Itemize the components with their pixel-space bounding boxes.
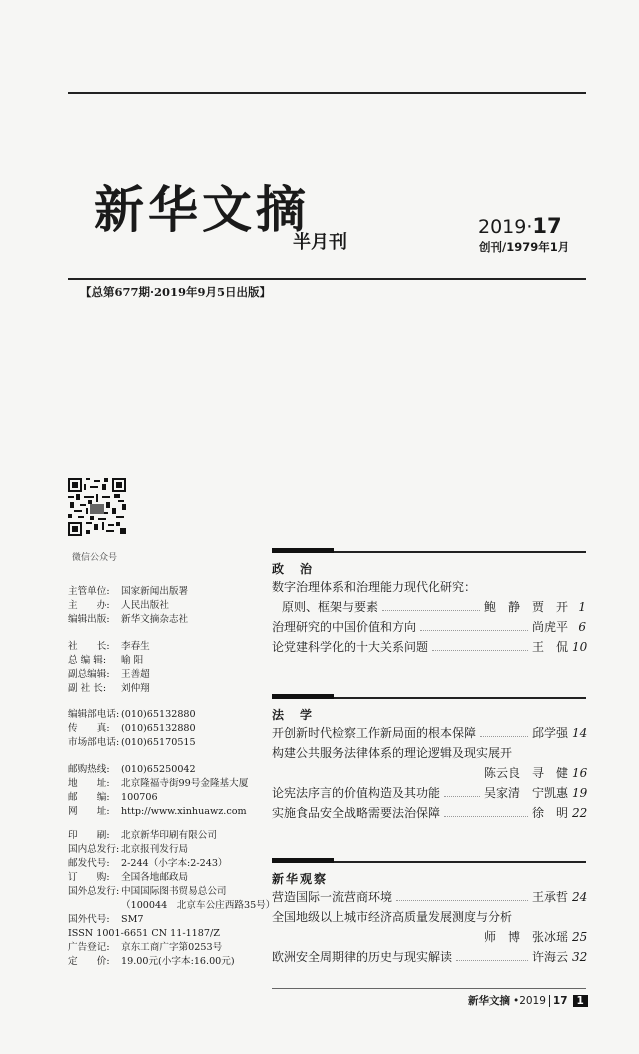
info-value: 100706	[121, 792, 158, 803]
issue-num: 17	[532, 214, 562, 238]
leader-dots	[396, 900, 528, 901]
article-title: 原则、框架与要素	[282, 600, 379, 614]
info-label: 印 刷:	[68, 830, 110, 841]
article-page: 19	[572, 786, 588, 800]
leader-dots	[456, 960, 528, 961]
article-page: 1	[578, 600, 586, 614]
info-label: 广告登记:	[68, 942, 110, 953]
info-label: 地 址:	[68, 778, 110, 789]
info-row	[68, 885, 258, 899]
article-author: 吴家清 宁凯惠	[483, 786, 568, 800]
toc-entry[interactable]	[272, 763, 586, 783]
info-value: 全国各地邮政局	[121, 872, 189, 883]
info-value: 2-244（小字本:2-243）	[121, 858, 228, 869]
info-group	[68, 640, 258, 696]
info-label: 国外总发行:	[68, 886, 120, 897]
article-title: 构建公共服务法律体系的理论逻辑及现实展开	[272, 746, 513, 760]
info-row	[68, 654, 258, 668]
issue-line: 【总第677期·2019年9月5日出版】	[80, 285, 272, 299]
info-value: ISSN 1001-6651 CN 11-1187/Z	[68, 928, 220, 939]
leader-dots	[480, 736, 528, 737]
info-row	[68, 829, 258, 843]
info-label: 国外代号:	[68, 914, 110, 925]
toc-entry[interactable]	[272, 783, 586, 803]
article-page: 25	[572, 930, 588, 944]
info-row	[68, 763, 258, 777]
article-page: 24	[572, 890, 588, 904]
info-row	[68, 736, 258, 750]
info-row	[68, 791, 258, 805]
info-value: 新华文摘杂志社	[121, 614, 189, 625]
article-page: 16	[572, 766, 588, 780]
section-title: 政 治	[272, 562, 315, 576]
toc-section	[272, 697, 586, 823]
footer-issue: 17	[549, 995, 571, 1007]
article-author: 王 侃	[531, 640, 568, 654]
magazine-title: 新华文摘	[94, 181, 310, 239]
info-value: 京东工商广字第0253号	[121, 942, 223, 953]
magazine-frequency: 半月刊	[293, 232, 347, 253]
leader-dots	[444, 796, 480, 797]
info-label: 编辑部电话:	[68, 709, 120, 720]
info-value: 中国国际图书贸易总公司	[121, 886, 227, 897]
info-value[interactable]: http://www.xinhuawz.com	[121, 806, 247, 817]
info-group	[68, 585, 258, 627]
article-page: 14	[572, 726, 588, 740]
toc-section	[272, 861, 586, 967]
toc-section	[272, 551, 586, 657]
info-label: 市场部电话:	[68, 737, 120, 748]
article-page: 32	[572, 950, 588, 964]
article-author: 鲍 静 贾 开	[483, 600, 568, 614]
info-value: 人民出版社	[121, 600, 169, 611]
info-value: 李春生	[121, 641, 150, 652]
info-label: 副总编辑:	[68, 669, 110, 680]
info-value: (010)65250042	[121, 764, 196, 775]
article-author: 王承哲	[531, 890, 568, 904]
article-author: 师 博 张冰瑶	[483, 930, 568, 944]
info-row	[68, 777, 258, 791]
leader-dots	[420, 630, 528, 631]
info-label: 主管单位:	[68, 586, 110, 597]
info-value: 刘仲翔	[121, 683, 150, 694]
issue-dot: ·	[526, 216, 533, 238]
info-label: 主 办:	[68, 600, 110, 611]
info-value: 19.00元(小字本:16.00元)	[121, 956, 235, 967]
info-row	[68, 585, 258, 599]
leader-dots	[432, 650, 528, 651]
article-author: 许海云	[531, 950, 568, 964]
toc-entry[interactable]	[272, 927, 586, 947]
toc-entry[interactable]	[272, 637, 586, 657]
article-title: 论宪法序言的价值构造及其功能	[272, 786, 441, 800]
info-label: 邮购热线:	[68, 764, 110, 775]
info-row	[68, 899, 276, 913]
section-title: 法 学	[272, 708, 315, 722]
toc-entry[interactable]	[272, 577, 586, 597]
info-value: (010)65170515	[121, 737, 196, 748]
qr-caption: 微信公众号	[72, 553, 118, 563]
toc-entry[interactable]	[272, 597, 586, 617]
article-page: 10	[572, 640, 588, 654]
article-title: 论党建科学化的十大关系问题	[272, 640, 429, 654]
info-group	[68, 708, 258, 750]
info-row	[68, 843, 258, 857]
issue-number	[478, 214, 562, 239]
info-row	[68, 871, 258, 885]
toc-entry[interactable]	[272, 947, 586, 967]
leader-dots	[382, 610, 480, 611]
info-row	[68, 599, 258, 613]
article-author: 邱学强	[531, 726, 568, 740]
toc-entry[interactable]	[272, 907, 586, 927]
info-label: 编辑出版:	[68, 614, 110, 625]
info-row	[68, 857, 258, 871]
toc-entry[interactable]	[272, 743, 586, 763]
page-footer	[468, 993, 588, 1008]
footer-magazine-name: 新华文摘	[468, 995, 510, 1007]
info-value: （100044 北京车公庄西路35号）	[121, 900, 276, 911]
section-title: 新华观察	[272, 872, 329, 886]
article-title: 数字治理体系和治理能力现代化研究：	[272, 580, 477, 594]
article-title: 营造国际一流营商环境	[272, 890, 393, 904]
info-label: 社 长:	[68, 641, 110, 652]
founded-date: 创刊/1979年1月	[479, 240, 570, 254]
info-label: 传 真:	[68, 723, 110, 734]
info-row	[68, 708, 258, 722]
article-author: 尚虎平	[531, 620, 568, 634]
section-rule	[272, 697, 586, 699]
article-page: 6	[578, 620, 586, 634]
leader-dots	[444, 816, 528, 817]
info-row	[68, 722, 258, 736]
info-label: 订 购:	[68, 872, 110, 883]
section-rule	[272, 861, 586, 863]
info-value: 喻 阳	[121, 655, 144, 666]
info-row	[68, 941, 258, 955]
section-rule	[272, 551, 586, 553]
info-group	[68, 829, 276, 969]
info-label: 邮发代号:	[68, 858, 110, 869]
info-value: 北京隆福寺街99号金隆基大厦	[121, 778, 249, 789]
article-title: 全国地级以上城市经济高质量发展测度与分析	[272, 910, 513, 924]
article-page: 22	[572, 806, 588, 820]
info-row	[68, 913, 258, 927]
footer-page-number: 1	[573, 995, 588, 1007]
info-value: 北京新华印刷有限公司	[121, 830, 217, 841]
info-value: (010)65132880	[121, 723, 196, 734]
info-value: 国家新闻出版署	[121, 586, 189, 597]
info-row	[68, 613, 258, 627]
info-label: 副 社 长:	[68, 683, 107, 694]
info-row	[68, 805, 258, 819]
info-row	[68, 927, 258, 941]
footer-year: •2019	[513, 994, 546, 1007]
info-label: 总 编 辑:	[68, 655, 107, 666]
toc-entry[interactable]	[272, 887, 586, 907]
info-value: (010)65132880	[121, 709, 196, 720]
info-label: 网 址:	[68, 806, 110, 817]
article-title: 治理研究的中国价值和方向	[272, 620, 417, 634]
info-label: 国内总发行:	[68, 844, 120, 855]
info-value: 北京报刊发行局	[121, 844, 189, 855]
info-group	[68, 763, 258, 819]
article-title: 实施食品安全战略需要法治保障	[272, 806, 441, 820]
article-title: 开创新时代检察工作新局面的根本保障	[272, 726, 477, 740]
info-value: 王善超	[121, 669, 150, 680]
article-title: 欧洲安全周期律的历史与现实解读	[272, 950, 453, 964]
footer-rule	[272, 988, 586, 989]
article-author: 陈云良 寻 健	[483, 766, 568, 780]
toc-entry[interactable]	[272, 803, 586, 823]
article-author: 徐 明	[531, 806, 568, 820]
top-rule	[68, 92, 586, 94]
toc-entry[interactable]	[272, 723, 586, 743]
masthead-rule	[68, 278, 586, 280]
issue-year: 2019	[478, 216, 527, 238]
info-row	[68, 668, 258, 682]
qr-code-icon	[68, 478, 126, 536]
info-row	[68, 682, 258, 696]
info-label: 邮 编:	[68, 792, 110, 803]
info-value: SM7	[121, 914, 144, 925]
info-row	[68, 640, 258, 654]
info-row	[68, 955, 258, 969]
info-label: 定 价:	[68, 956, 110, 967]
toc-entry[interactable]	[272, 617, 586, 637]
